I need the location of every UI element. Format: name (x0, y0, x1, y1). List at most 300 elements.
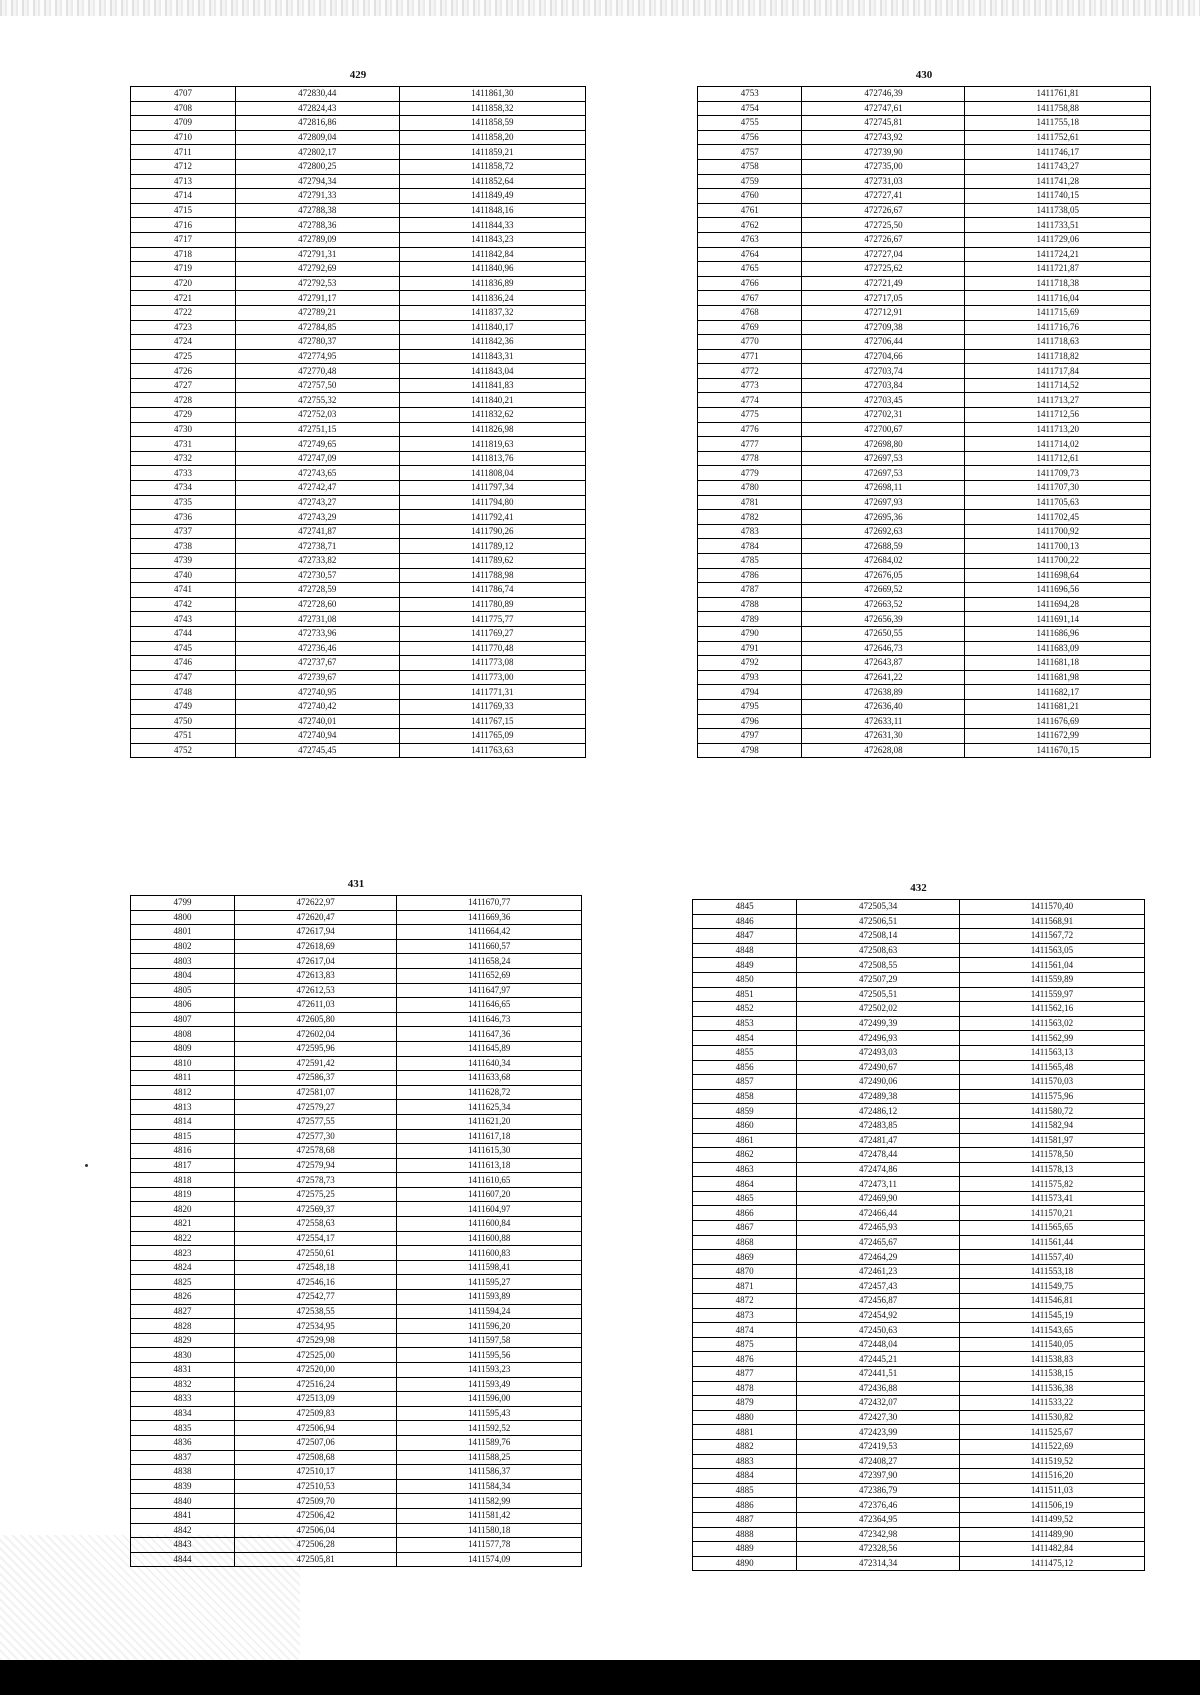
table-row (698, 685, 1151, 700)
x-coordinate-cell: 472602,04 (235, 1027, 397, 1042)
y-coordinate-cell: 1411628,72 (397, 1085, 582, 1100)
table-row (698, 612, 1151, 627)
point-number-cell: 4729 (131, 408, 236, 423)
x-coordinate-cell: 472809,04 (235, 130, 399, 145)
point-number-cell: 4722 (131, 305, 236, 320)
point-number-cell: 4793 (698, 670, 802, 685)
x-coordinate-cell: 472505,34 (797, 900, 960, 915)
y-coordinate-cell: 1411553,18 (959, 1264, 1144, 1279)
table-row (131, 1173, 582, 1188)
x-coordinate-cell: 472445,21 (797, 1352, 960, 1367)
x-coordinate-cell: 472509,70 (235, 1494, 397, 1509)
point-number-cell: 4740 (131, 568, 236, 583)
table-row (698, 626, 1151, 641)
coordinate-table (130, 895, 582, 1567)
x-coordinate-cell: 472516,24 (235, 1377, 397, 1392)
point-number-cell: 4837 (131, 1450, 235, 1465)
point-number-cell: 4874 (693, 1323, 797, 1338)
table-row (693, 1104, 1145, 1119)
table-row (131, 510, 586, 525)
table-row (693, 1235, 1145, 1250)
x-coordinate-cell: 472757,50 (235, 378, 399, 393)
table-row (698, 408, 1151, 423)
x-coordinate-cell: 472569,37 (235, 1202, 397, 1217)
point-number-cell: 4858 (693, 1089, 797, 1104)
point-number-cell: 4786 (698, 568, 802, 583)
y-coordinate-cell: 1411733,51 (965, 218, 1151, 233)
y-coordinate-cell: 1411565,65 (959, 1221, 1144, 1236)
table-row (698, 320, 1151, 335)
table-row (131, 335, 586, 350)
point-number-cell: 4880 (693, 1410, 797, 1425)
point-number-cell: 4819 (131, 1187, 235, 1202)
coordinate-table (130, 86, 586, 758)
x-coordinate-cell: 472755,32 (235, 393, 399, 408)
table-row (131, 910, 582, 925)
point-number-cell: 4785 (698, 554, 802, 569)
point-number-cell: 4836 (131, 1435, 235, 1450)
table-row (131, 408, 586, 423)
x-coordinate-cell: 472520,00 (235, 1363, 397, 1378)
table-row (131, 130, 586, 145)
y-coordinate-cell: 1411852,64 (399, 174, 585, 189)
table-row (131, 1056, 582, 1071)
point-number-cell: 4758 (698, 159, 802, 174)
point-number-cell: 4787 (698, 583, 802, 598)
table-row (131, 1217, 582, 1232)
y-coordinate-cell: 1411600,83 (397, 1246, 582, 1261)
table-row (131, 954, 582, 969)
y-coordinate-cell: 1411789,62 (399, 554, 585, 569)
y-coordinate-cell: 1411714,02 (965, 437, 1151, 452)
x-coordinate-cell: 472506,04 (235, 1523, 397, 1538)
y-coordinate-cell: 1411849,49 (399, 189, 585, 204)
point-number-cell: 4745 (131, 641, 236, 656)
table-row (131, 1421, 582, 1436)
point-number-cell: 4741 (131, 583, 236, 598)
point-number-cell: 4833 (131, 1392, 235, 1407)
y-coordinate-cell: 1411767,15 (399, 714, 585, 729)
table-row (131, 1494, 582, 1509)
x-coordinate-cell: 472663,52 (802, 597, 965, 612)
table-row (693, 1527, 1145, 1542)
table-row (131, 116, 586, 131)
x-coordinate-cell: 472700,67 (802, 422, 965, 437)
y-coordinate-cell: 1411752,61 (965, 130, 1151, 145)
table-row (693, 1191, 1145, 1206)
x-coordinate-cell: 472620,47 (235, 910, 397, 925)
table-row (131, 670, 586, 685)
point-number-cell: 4772 (698, 364, 802, 379)
y-coordinate-cell: 1411604,97 (397, 1202, 582, 1217)
point-number-cell: 4872 (693, 1294, 797, 1309)
table-row (131, 262, 586, 277)
table-row (131, 1260, 582, 1275)
point-number-cell: 4844 (131, 1552, 235, 1567)
x-coordinate-cell: 472794,34 (235, 174, 399, 189)
point-number-cell: 4887 (693, 1512, 797, 1527)
y-coordinate-cell: 1411595,27 (397, 1275, 582, 1290)
x-coordinate-cell: 472742,47 (235, 481, 399, 496)
page-block-432 (692, 881, 1145, 1571)
x-coordinate-cell: 472697,53 (802, 451, 965, 466)
table-row (698, 174, 1151, 189)
point-number-cell: 4805 (131, 983, 235, 998)
point-number-cell: 4873 (693, 1308, 797, 1323)
x-coordinate-cell: 472505,81 (235, 1552, 397, 1567)
y-coordinate-cell: 1411574,09 (397, 1552, 582, 1567)
table-row (693, 1060, 1145, 1075)
point-number-cell: 4830 (131, 1348, 235, 1363)
point-number-cell: 4762 (698, 218, 802, 233)
table-row (698, 554, 1151, 569)
table-row (693, 900, 1145, 915)
x-coordinate-cell: 472586,37 (235, 1071, 397, 1086)
x-coordinate-cell: 472731,03 (802, 174, 965, 189)
x-coordinate-cell: 472633,11 (802, 714, 965, 729)
scan-edge-bottom (0, 1660, 1200, 1695)
table-row (693, 1279, 1145, 1294)
x-coordinate-cell: 472448,04 (797, 1337, 960, 1352)
table-row (131, 276, 586, 291)
point-number-cell: 4748 (131, 685, 236, 700)
table-row (698, 291, 1151, 306)
y-coordinate-cell: 1411511,03 (959, 1483, 1144, 1498)
table-row (698, 159, 1151, 174)
point-number-cell: 4829 (131, 1333, 235, 1348)
x-coordinate-cell: 472641,22 (802, 670, 965, 685)
point-number-cell: 4815 (131, 1129, 235, 1144)
x-coordinate-cell: 472578,73 (235, 1173, 397, 1188)
point-number-cell: 4709 (131, 116, 236, 131)
table-row (131, 1129, 582, 1144)
table-row (131, 451, 586, 466)
table-row (693, 1250, 1145, 1265)
table-row (131, 896, 582, 911)
y-coordinate-cell: 1411670,15 (965, 743, 1151, 758)
x-coordinate-cell: 472578,68 (235, 1144, 397, 1159)
table-row (698, 568, 1151, 583)
table-row (698, 466, 1151, 481)
x-coordinate-cell: 472774,95 (235, 349, 399, 364)
y-coordinate-cell: 1411645,89 (397, 1041, 582, 1056)
y-coordinate-cell: 1411842,84 (399, 247, 585, 262)
y-coordinate-cell: 1411808,04 (399, 466, 585, 481)
table-row (693, 1381, 1145, 1396)
y-coordinate-cell: 1411615,30 (397, 1144, 582, 1159)
table-row (131, 641, 586, 656)
y-coordinate-cell: 1411563,13 (959, 1045, 1144, 1060)
x-coordinate-cell: 472792,53 (235, 276, 399, 291)
point-number-cell: 4798 (698, 743, 802, 758)
y-coordinate-cell: 1411640,34 (397, 1056, 582, 1071)
x-coordinate-cell: 472427,30 (797, 1410, 960, 1425)
x-coordinate-cell: 472703,45 (802, 393, 965, 408)
table-row (131, 1333, 582, 1348)
y-coordinate-cell: 1411837,32 (399, 305, 585, 320)
x-coordinate-cell: 472510,17 (235, 1465, 397, 1480)
point-number-cell: 4888 (693, 1527, 797, 1542)
x-coordinate-cell: 472692,63 (802, 524, 965, 539)
point-number-cell: 4806 (131, 998, 235, 1013)
x-coordinate-cell: 472728,59 (235, 583, 399, 598)
table-row (698, 422, 1151, 437)
x-coordinate-cell: 472508,63 (797, 943, 960, 958)
x-coordinate-cell: 472743,65 (235, 466, 399, 481)
table-row (698, 232, 1151, 247)
point-number-cell: 4859 (693, 1104, 797, 1119)
y-coordinate-cell: 1411568,91 (959, 914, 1144, 929)
x-coordinate-cell: 472741,87 (235, 524, 399, 539)
y-coordinate-cell: 1411589,76 (397, 1435, 582, 1450)
x-coordinate-cell: 472740,94 (235, 729, 399, 744)
point-number-cell: 4847 (693, 929, 797, 944)
y-coordinate-cell: 1411773,00 (399, 670, 585, 685)
table-row (693, 1367, 1145, 1382)
point-number-cell: 4756 (698, 130, 802, 145)
x-coordinate-cell: 472364,95 (797, 1512, 960, 1527)
y-coordinate-cell: 1411660,57 (397, 939, 582, 954)
point-number-cell: 4831 (131, 1363, 235, 1378)
point-number-cell: 4713 (131, 174, 236, 189)
table-row (131, 305, 586, 320)
x-coordinate-cell: 472506,28 (235, 1538, 397, 1553)
point-number-cell: 4822 (131, 1231, 235, 1246)
table-row (693, 1089, 1145, 1104)
x-coordinate-cell: 472752,03 (235, 408, 399, 423)
y-coordinate-cell: 1411670,77 (397, 896, 582, 911)
x-coordinate-cell: 472342,98 (797, 1527, 960, 1542)
table-row (693, 1483, 1145, 1498)
y-coordinate-cell: 1411596,20 (397, 1319, 582, 1334)
point-number-cell: 4868 (693, 1235, 797, 1250)
y-coordinate-cell: 1411563,02 (959, 1016, 1144, 1031)
y-coordinate-cell: 1411610,65 (397, 1173, 582, 1188)
x-coordinate-cell: 472436,88 (797, 1381, 960, 1396)
x-coordinate-cell: 472513,09 (235, 1392, 397, 1407)
x-coordinate-cell: 472638,89 (802, 685, 965, 700)
table-row (131, 145, 586, 160)
table-row (131, 466, 586, 481)
y-coordinate-cell: 1411530,82 (959, 1410, 1144, 1425)
point-number-cell: 4854 (693, 1031, 797, 1046)
table-row (131, 1363, 582, 1378)
x-coordinate-cell: 472728,60 (235, 597, 399, 612)
table-row (693, 1206, 1145, 1221)
point-number-cell: 4816 (131, 1144, 235, 1159)
y-coordinate-cell: 1411721,87 (965, 262, 1151, 277)
table-row (693, 943, 1145, 958)
y-coordinate-cell: 1411769,27 (399, 626, 585, 641)
x-coordinate-cell: 472725,50 (802, 218, 965, 233)
point-number-cell: 4841 (131, 1508, 235, 1523)
y-coordinate-cell: 1411702,45 (965, 510, 1151, 525)
y-coordinate-cell: 1411516,20 (959, 1469, 1144, 1484)
table-row (131, 998, 582, 1013)
y-coordinate-cell: 1411519,52 (959, 1454, 1144, 1469)
table-row (693, 1439, 1145, 1454)
x-coordinate-cell: 472747,61 (802, 101, 965, 116)
y-coordinate-cell: 1411543,65 (959, 1323, 1144, 1338)
x-coordinate-cell: 472474,86 (797, 1162, 960, 1177)
table-row (693, 1294, 1145, 1309)
table-row (693, 1308, 1145, 1323)
table-row (693, 1177, 1145, 1192)
x-coordinate-cell: 472499,39 (797, 1016, 960, 1031)
point-number-cell: 4827 (131, 1304, 235, 1319)
point-number-cell: 4784 (698, 539, 802, 554)
point-number-cell: 4864 (693, 1177, 797, 1192)
point-number-cell: 4760 (698, 189, 802, 204)
table-row (698, 349, 1151, 364)
x-coordinate-cell: 472697,53 (802, 466, 965, 481)
y-coordinate-cell: 1411765,09 (399, 729, 585, 744)
y-coordinate-cell: 1411597,58 (397, 1333, 582, 1348)
point-number-cell: 4824 (131, 1260, 235, 1275)
y-coordinate-cell: 1411582,94 (959, 1118, 1144, 1133)
y-coordinate-cell: 1411598,41 (397, 1260, 582, 1275)
table-row (693, 1512, 1145, 1527)
table-row (698, 743, 1151, 758)
scan-speck (85, 1164, 88, 1167)
point-number-cell: 4845 (693, 900, 797, 915)
x-coordinate-cell: 472575,25 (235, 1187, 397, 1202)
table-row (698, 101, 1151, 116)
x-coordinate-cell: 472454,92 (797, 1308, 960, 1323)
y-coordinate-cell: 1411593,49 (397, 1377, 582, 1392)
point-number-cell: 4717 (131, 232, 236, 247)
point-number-cell: 4764 (698, 247, 802, 262)
y-coordinate-cell: 1411740,15 (965, 189, 1151, 204)
table-row (698, 189, 1151, 204)
point-number-cell: 4850 (693, 972, 797, 987)
y-coordinate-cell: 1411700,92 (965, 524, 1151, 539)
x-coordinate-cell: 472529,98 (235, 1333, 397, 1348)
point-number-cell: 4856 (693, 1060, 797, 1075)
point-number-cell: 4747 (131, 670, 236, 685)
x-coordinate-cell: 472473,11 (797, 1177, 960, 1192)
x-coordinate-cell: 472456,87 (797, 1294, 960, 1309)
point-number-cell: 4733 (131, 466, 236, 481)
table-row (131, 320, 586, 335)
table-row (131, 1144, 582, 1159)
y-coordinate-cell: 1411686,96 (965, 626, 1151, 641)
table-row (693, 914, 1145, 929)
point-number-cell: 4848 (693, 943, 797, 958)
point-number-cell: 4732 (131, 451, 236, 466)
point-number-cell: 4863 (693, 1162, 797, 1177)
table-row (131, 685, 586, 700)
table-row (698, 524, 1151, 539)
y-coordinate-cell: 1411538,15 (959, 1367, 1144, 1382)
y-coordinate-cell: 1411499,52 (959, 1512, 1144, 1527)
point-number-cell: 4801 (131, 925, 235, 940)
table-row (698, 510, 1151, 525)
table-row (131, 1377, 582, 1392)
point-number-cell: 4885 (693, 1483, 797, 1498)
table-row (693, 958, 1145, 973)
y-coordinate-cell: 1411813,76 (399, 451, 585, 466)
x-coordinate-cell: 472508,68 (235, 1450, 397, 1465)
y-coordinate-cell: 1411525,67 (959, 1425, 1144, 1440)
point-number-cell: 4812 (131, 1085, 235, 1100)
table-row (698, 597, 1151, 612)
table-row (131, 1114, 582, 1129)
point-number-cell: 4818 (131, 1173, 235, 1188)
y-coordinate-cell: 1411570,21 (959, 1206, 1144, 1221)
table-row (693, 1133, 1145, 1148)
y-coordinate-cell: 1411561,04 (959, 958, 1144, 973)
x-coordinate-cell: 472736,46 (235, 641, 399, 656)
point-number-cell: 4851 (693, 987, 797, 1002)
y-coordinate-cell: 1411858,20 (399, 130, 585, 145)
table-row (698, 641, 1151, 656)
table-row (698, 656, 1151, 671)
y-coordinate-cell: 1411840,17 (399, 320, 585, 335)
x-coordinate-cell: 472731,08 (235, 612, 399, 627)
x-coordinate-cell: 472712,91 (802, 305, 965, 320)
x-coordinate-cell: 472612,53 (235, 983, 397, 998)
page-number: 431 (347, 878, 365, 890)
x-coordinate-cell: 472800,25 (235, 159, 399, 174)
y-coordinate-cell: 1411506,19 (959, 1498, 1144, 1513)
x-coordinate-cell: 472780,37 (235, 335, 399, 350)
x-coordinate-cell: 472684,02 (802, 554, 965, 569)
x-coordinate-cell: 472505,51 (797, 987, 960, 1002)
y-coordinate-cell: 1411789,12 (399, 539, 585, 554)
y-coordinate-cell: 1411563,05 (959, 943, 1144, 958)
point-number-cell: 4754 (698, 101, 802, 116)
point-number-cell: 4821 (131, 1217, 235, 1232)
table-row (693, 1425, 1145, 1440)
y-coordinate-cell: 1411681,18 (965, 656, 1151, 671)
y-coordinate-cell: 1411658,24 (397, 954, 582, 969)
x-coordinate-cell: 472791,17 (235, 291, 399, 306)
table-row (131, 1435, 582, 1450)
x-coordinate-cell: 472733,82 (235, 554, 399, 569)
y-coordinate-cell: 1411840,96 (399, 262, 585, 277)
y-coordinate-cell: 1411841,83 (399, 378, 585, 393)
scan-edge-top (0, 0, 1200, 16)
y-coordinate-cell: 1411538,83 (959, 1352, 1144, 1367)
x-coordinate-cell: 472733,96 (235, 626, 399, 641)
x-coordinate-cell: 472697,93 (802, 495, 965, 510)
table-row (131, 1275, 582, 1290)
table-row (131, 101, 586, 116)
table-row (131, 495, 586, 510)
x-coordinate-cell: 472631,30 (802, 729, 965, 744)
table-row (131, 1348, 582, 1363)
y-coordinate-cell: 1411780,89 (399, 597, 585, 612)
x-coordinate-cell: 472743,27 (235, 495, 399, 510)
y-coordinate-cell: 1411696,56 (965, 583, 1151, 598)
x-coordinate-cell: 472816,86 (235, 116, 399, 131)
x-coordinate-cell: 472789,21 (235, 305, 399, 320)
x-coordinate-cell: 472525,00 (235, 1348, 397, 1363)
x-coordinate-cell: 472506,42 (235, 1508, 397, 1523)
x-coordinate-cell: 472703,74 (802, 364, 965, 379)
x-coordinate-cell: 472550,61 (235, 1246, 397, 1261)
point-number-cell: 4761 (698, 203, 802, 218)
y-coordinate-cell: 1411646,65 (397, 998, 582, 1013)
x-coordinate-cell: 472510,53 (235, 1479, 397, 1494)
y-coordinate-cell: 1411578,13 (959, 1162, 1144, 1177)
table-row (131, 1290, 582, 1305)
x-coordinate-cell: 472508,14 (797, 929, 960, 944)
x-coordinate-cell: 472784,85 (235, 320, 399, 335)
x-coordinate-cell: 472739,67 (235, 670, 399, 685)
y-coordinate-cell: 1411588,25 (397, 1450, 582, 1465)
